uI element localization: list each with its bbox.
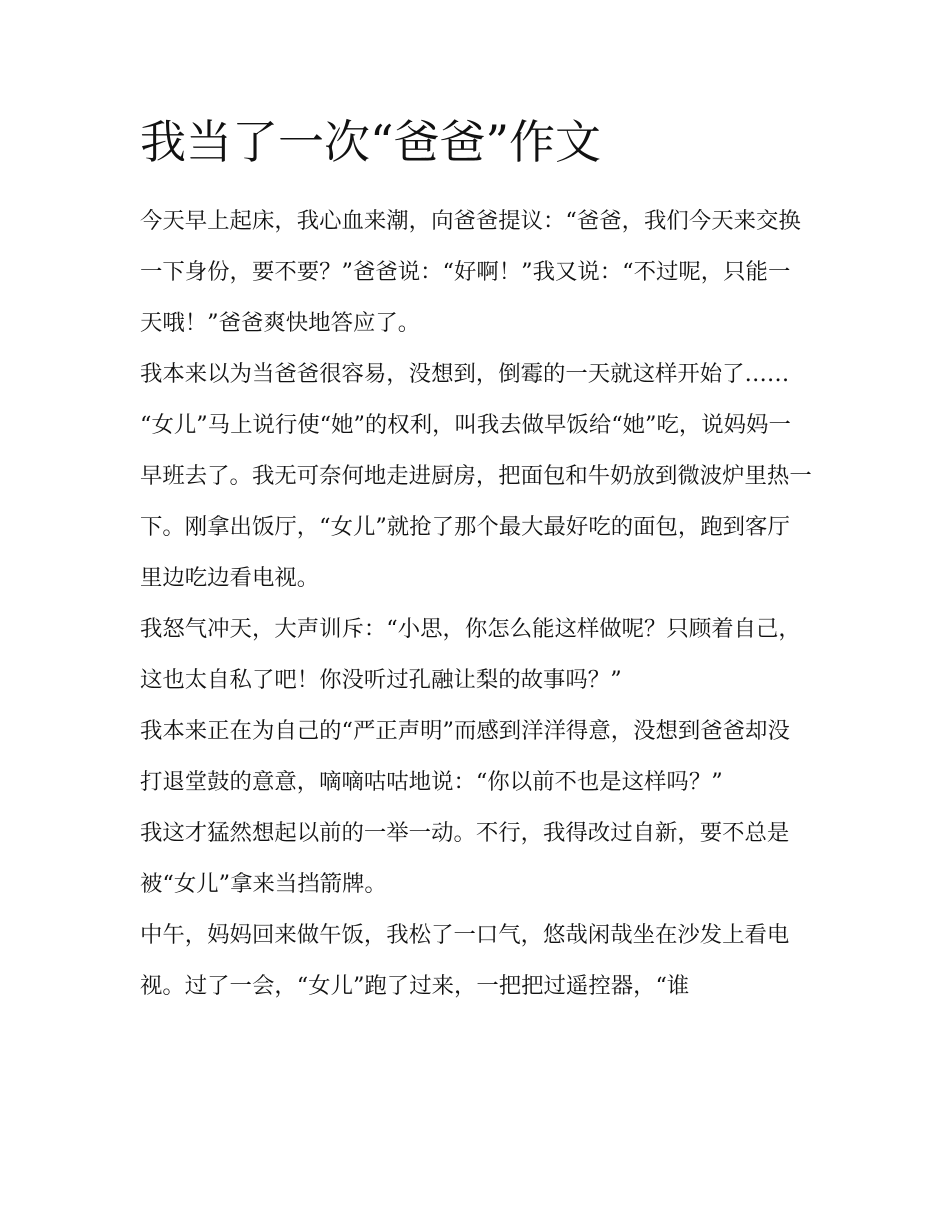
paragraph-4: 我怒气冲天，大声训斥：“小思，你怎么能这样做呢？只顾着自己，这也太自私了吧！你没听过孔融让梨的故事吗？” — [140, 616, 801, 693]
document-title: 我当了一次“爸爸”作文 — [140, 115, 602, 169]
paragraph-6: 我这才猛然想起以前的一举一动。不行，我得改过自新，要不总是被“女儿”拿来当挡箭牌。 — [140, 820, 790, 897]
paragraph-3: “女儿”马上说行使“她”的权利，叫我去做早饭给“她”吃，说妈妈一早班去了。我无可奈何地走进厨房，把面包和牛奶放到微波炉里热一下。刚拿出饭厅，“女儿”就抢了那个最大最好吃的面包，跑到客厅里边吃边看电视。 — [140, 412, 812, 591]
paragraph-2: 我本来以为当爸爸很容易，没想到，倒霉的一天就这样开始了…… — [140, 361, 790, 387]
paragraph-7: 中午，妈妈回来做午饭，我松了一口气，悠哉闲哉坐在沙发上看电视。过了一会，“女儿”跑了过来，一把把过遥控器，“谁 — [140, 922, 790, 999]
paragraph-1: 今天早上起床，我心血来潮，向爸爸提议：“爸爸，我们今天来交换一下身份，要不要？”爸爸说：“好啊！”我又说：“不过呢，只能一天哦！”爸爸爽快地答应了。 — [140, 208, 801, 336]
paragraph-5: 我本来正在为自己的“严正声明”而感到洋洋得意，没想到爸爸却没打退堂鼓的意意，嘀嘀咕咕地说：“你以前不也是这样吗？” — [140, 718, 790, 795]
document-body — [140, 196, 812, 1012]
